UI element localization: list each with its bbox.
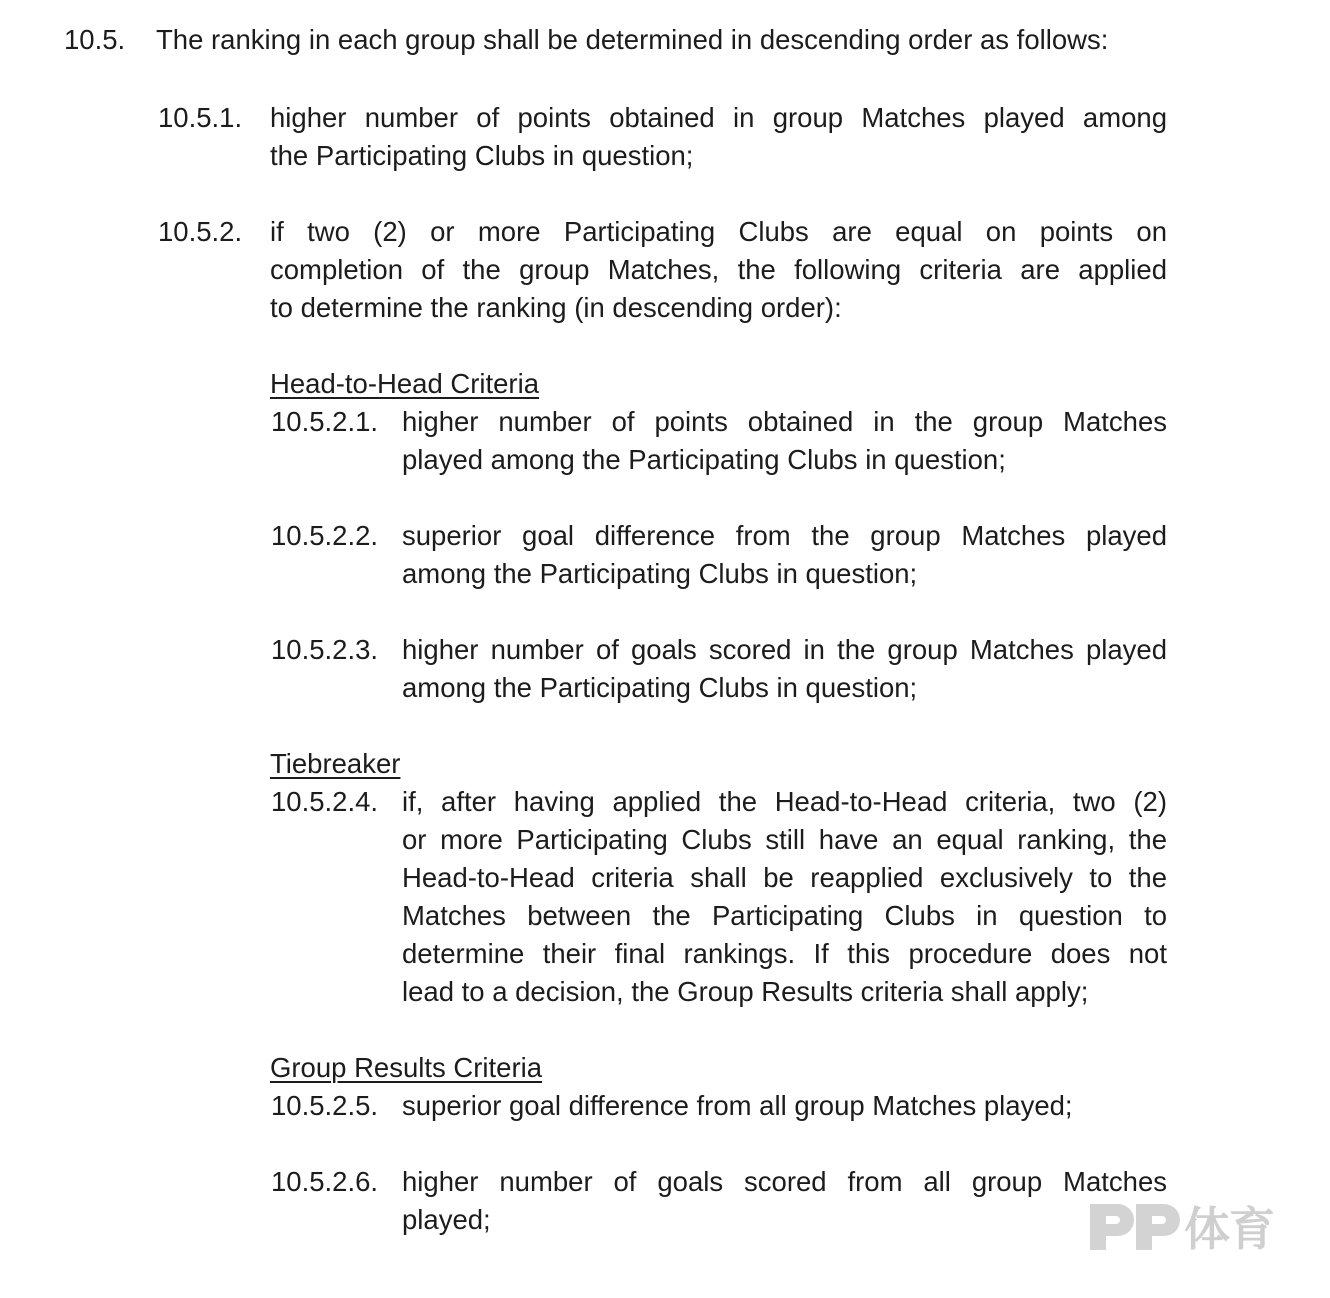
clause-text-line: completion of the group Matches, the following criteria are applied [270,254,1167,285]
subclause-text-line: determine their final rankings. If this procedure does not [402,938,1167,969]
section-text: The ranking in each group shall be determined in descending order as follows: [156,24,1109,55]
subclause-text-line: superior goal difference from the group Matches played [402,520,1167,551]
clause-text-line: if two (2) or more Participating Clubs are equal on points on [270,216,1167,247]
subclause-number: 10.5.2.5. [271,1090,379,1121]
clause-text-line: higher number of points obtained in group Matches played among [270,102,1167,133]
subclause-text-line: played; [402,1204,491,1235]
clause-number: 10.5.1. [158,102,243,133]
section-number: 10.5. [64,24,126,55]
clause-text-line: the Participating Clubs in question; [270,140,694,171]
subclause-number: 10.5.2.2. [271,520,379,551]
watermark-text: 体育 [1184,1202,1274,1256]
subclause-text-line: higher number of goals scored in the group Matches played [402,634,1167,665]
subclause-text-line: Head-to-Head criteria shall be reapplied exclusively to the [402,862,1167,893]
subclause-text-line: lead to a decision, the Group Results criteria shall apply; [402,976,1089,1007]
subclause-text-line: among the Participating Clubs in question; [402,558,918,589]
subclause-text-line: or more Participating Clubs still have an equal ranking, the [402,824,1167,855]
subclause-text-line: higher number of goals scored from all group Matches [402,1166,1167,1197]
pp-logo-icon [1088,1198,1180,1254]
subclause-number: 10.5.2.1. [271,406,379,437]
subclause-text-line: if, after having applied the Head-to-Head criteria, two (2) [402,786,1167,817]
heading-tiebreaker: Tiebreaker [270,748,401,779]
subclause-text-line: superior goal difference from all group Matches played; [402,1090,1073,1121]
subclause-text-line: among the Participating Clubs in question; [402,672,918,703]
watermark [1088,1196,1288,1256]
subclause-text-line: higher number of points obtained in the group Matches [402,406,1167,437]
subclause-text-line: played among the Participating Clubs in question; [402,444,1006,475]
subclause-text-line: Matches between the Participating Clubs in question to [402,900,1167,931]
clause-number: 10.5.2. [158,216,243,247]
heading-group-results: Group Results Criteria [270,1052,543,1083]
clause-text-line: to determine the ranking (in descending order): [270,292,842,323]
subclause-number: 10.5.2.3. [271,634,379,665]
heading-head-to-head: Head-to-Head Criteria [270,368,539,399]
subclause-number: 10.5.2.6. [271,1166,379,1197]
subclause-number: 10.5.2.4. [271,786,379,817]
